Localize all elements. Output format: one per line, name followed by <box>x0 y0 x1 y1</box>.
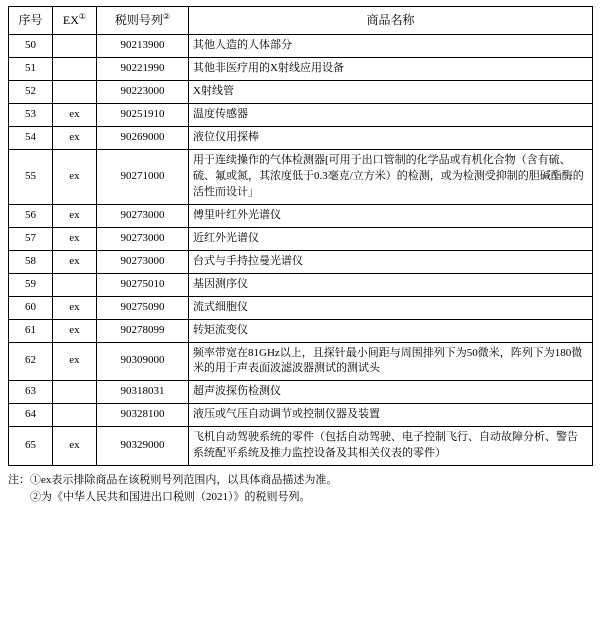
cell-code: 90273000 <box>97 227 189 250</box>
cell-ex: ex <box>53 250 97 273</box>
cell-ex <box>53 404 97 427</box>
table-row <box>9 150 593 205</box>
column-header-ex <box>53 7 97 35</box>
cell-name: 飞机自动驾驶系统的零件（包括自动驾驶、电子控制飞行、自动故障分析、警告系统配平系统及推力监控设备及其相关仪表的零件） <box>189 427 593 466</box>
cell-seq: 51 <box>9 58 53 81</box>
cell-seq: 53 <box>9 104 53 127</box>
cell-name: 液压或气压自动调节或控制仪器及装置 <box>189 404 593 427</box>
cell-name: 近红外光谱仪 <box>189 227 593 250</box>
cell-ex <box>53 58 97 81</box>
cell-ex: ex <box>53 319 97 342</box>
cell-code: 90273000 <box>97 204 189 227</box>
cell-code: 90309000 <box>97 342 189 381</box>
column-header-code-label: 税则号列 <box>114 13 163 27</box>
cell-ex <box>53 381 97 404</box>
cell-name: 液位仪用探棒 <box>189 127 593 150</box>
cell-seq: 54 <box>9 127 53 150</box>
cell-name: X射线管 <box>189 81 593 104</box>
cell-code: 90251910 <box>97 104 189 127</box>
table-row <box>9 127 593 150</box>
column-header-seq: 序号 <box>9 7 53 35</box>
cell-seq: 63 <box>9 381 53 404</box>
cell-ex: ex <box>53 104 97 127</box>
footnote-label: 注： <box>8 474 30 487</box>
table-header-row <box>9 7 593 35</box>
cell-seq: 50 <box>9 35 53 58</box>
table-row <box>9 204 593 227</box>
table-header <box>9 7 593 35</box>
cell-code: 90328100 <box>97 404 189 427</box>
table-row <box>9 58 593 81</box>
column-header-ex-superscript: ① <box>78 12 87 21</box>
cell-code: 90273000 <box>97 250 189 273</box>
cell-name: 流式细胞仪 <box>189 296 593 319</box>
cell-ex: ex <box>53 127 97 150</box>
cell-ex: ex <box>53 150 97 205</box>
footnote-first-line <box>8 472 592 489</box>
cell-code: 90221990 <box>97 58 189 81</box>
cell-seq: 55 <box>9 150 53 205</box>
column-header-ex-label: EX <box>62 13 79 27</box>
cell-seq: 65 <box>9 427 53 466</box>
cell-ex: ex <box>53 342 97 381</box>
cell-ex <box>53 273 97 296</box>
cell-ex <box>53 35 97 58</box>
cell-code: 90329000 <box>97 427 189 466</box>
cell-seq: 61 <box>9 319 53 342</box>
cell-seq: 59 <box>9 273 53 296</box>
table-row <box>9 35 593 58</box>
cell-name: 台式与手持拉曼光谱仪 <box>189 250 593 273</box>
cell-seq: 58 <box>9 250 53 273</box>
cell-code: 90275090 <box>97 296 189 319</box>
cell-ex <box>53 81 97 104</box>
table-row <box>9 81 593 104</box>
table-row <box>9 104 593 127</box>
cell-name: 频率带宽在81GHz以上，且探针最小间距与周围排列下为50微米，阵列下为180微米的用于声表面波滤波器测试的测试头 <box>189 342 593 381</box>
footnote-1: ①ex表示排除商品在该税则号列范围内，以具体商品描述为准。 <box>30 474 338 487</box>
cell-code: 90271000 <box>97 150 189 205</box>
table-row <box>9 404 593 427</box>
cell-seq: 64 <box>9 404 53 427</box>
column-header-code <box>97 7 189 35</box>
cell-name: 用于连续操作的气体检测器[可用于出口管制的化学品或有机化合物（含有硫、硫、氟或氮，其浓度低于0.3毫克/立方米）的检测，或为检测受抑制的胆碱酯酶的活性而设计」 <box>189 150 593 205</box>
footnotes <box>8 472 592 505</box>
table-row <box>9 227 593 250</box>
table-row <box>9 381 593 404</box>
cell-ex: ex <box>53 296 97 319</box>
cell-code: 90269000 <box>97 127 189 150</box>
cell-code: 90278099 <box>97 319 189 342</box>
column-header-code-superscript: ② <box>162 12 171 21</box>
table-row <box>9 296 593 319</box>
cell-name: 其他非医疗用的X射线应用设备 <box>189 58 593 81</box>
cell-code: 90275010 <box>97 273 189 296</box>
cell-code: 90318031 <box>97 381 189 404</box>
cell-seq: 52 <box>9 81 53 104</box>
cell-seq: 62 <box>9 342 53 381</box>
cell-ex: ex <box>53 204 97 227</box>
cell-name: 傅里叶红外光谱仪 <box>189 204 593 227</box>
cell-ex: ex <box>53 427 97 466</box>
cell-seq: 60 <box>9 296 53 319</box>
cell-seq: 57 <box>9 227 53 250</box>
column-header-name: 商品名称 <box>189 7 593 35</box>
cell-name: 超声波探伤检测仪 <box>189 381 593 404</box>
cell-seq: 56 <box>9 204 53 227</box>
table-body <box>9 35 593 466</box>
cell-code: 90223000 <box>97 81 189 104</box>
cell-ex: ex <box>53 227 97 250</box>
tariff-table <box>8 6 593 466</box>
cell-code: 90213900 <box>97 35 189 58</box>
table-row <box>9 273 593 296</box>
table-row <box>9 250 593 273</box>
cell-name: 基因测序仪 <box>189 273 593 296</box>
table-row <box>9 319 593 342</box>
cell-name: 转矩流变仪 <box>189 319 593 342</box>
cell-name: 温度传感器 <box>189 104 593 127</box>
cell-name: 其他人造的人体部分 <box>189 35 593 58</box>
table-row <box>9 427 593 466</box>
table-row <box>9 342 593 381</box>
footnote-2: ②为《中华人民共和国进出口税则（2021）》的税则号列。 <box>30 490 311 503</box>
